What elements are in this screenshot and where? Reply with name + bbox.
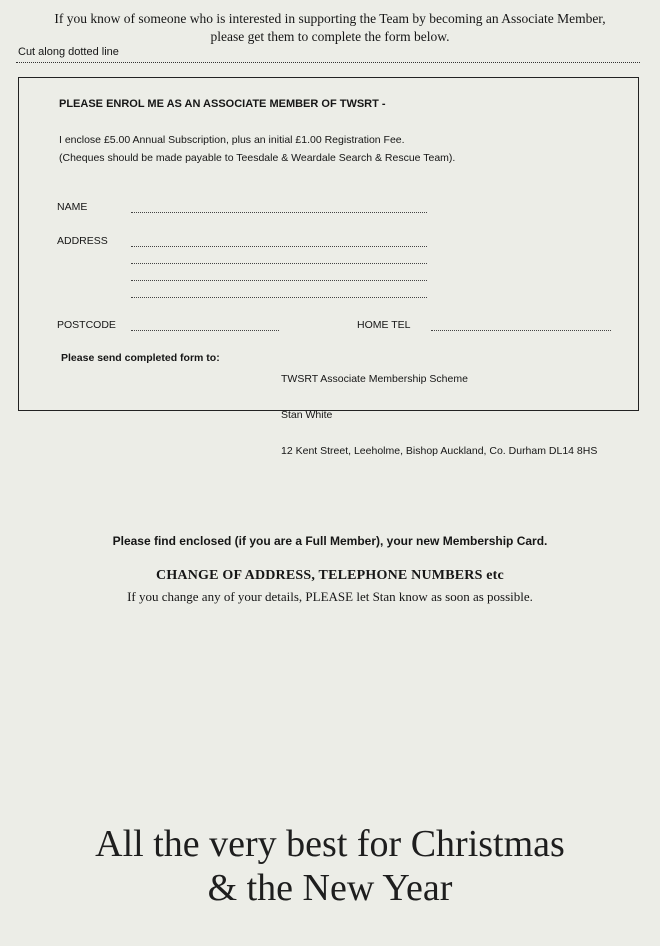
address-label: ADDRESS bbox=[57, 235, 108, 247]
cut-line bbox=[16, 46, 640, 63]
address-field-line-4[interactable] bbox=[131, 297, 427, 298]
intro-line-1: If you know of someone who is interested in supporting the Team by becoming an Associate Member, bbox=[54, 11, 606, 26]
change-of-address-text: If you change any of your details, PLEASE let Stan know as soon as possible. bbox=[127, 589, 533, 604]
subscription-text bbox=[59, 131, 455, 167]
christmas-greeting bbox=[0, 822, 660, 910]
intro-line-2: please get them to complete the form below. bbox=[210, 29, 450, 44]
home-tel-label: HOME TEL bbox=[357, 319, 411, 331]
send-address-line-1: TWSRT Associate Membership Scheme bbox=[281, 373, 468, 385]
send-address-line-2: Stan White bbox=[281, 409, 333, 421]
address-field-line-3[interactable] bbox=[131, 280, 427, 281]
postcode-field[interactable] bbox=[131, 330, 279, 331]
membership-form bbox=[18, 77, 639, 457]
subscription-line-1: I enclose £5.00 Annual Subscription, plus an initial £1.00 Registration Fee. bbox=[59, 134, 405, 146]
form-title: PLEASE ENROL ME AS AN ASSOCIATE MEMBER OF TWSRT - bbox=[59, 98, 386, 110]
cut-label: Cut along dotted line bbox=[18, 46, 119, 58]
address-field-line-2[interactable] bbox=[131, 263, 427, 264]
name-label: NAME bbox=[57, 201, 88, 213]
home-tel-field[interactable] bbox=[431, 330, 611, 331]
greeting-line-1: All the very best for Christmas bbox=[95, 823, 565, 865]
membership-card-notice: Please find enclosed (if you are a Full Member), your new Membership Card. bbox=[112, 534, 548, 548]
intro-text bbox=[0, 10, 660, 46]
name-field[interactable] bbox=[131, 212, 427, 213]
send-to-label: Please send completed form to: bbox=[61, 352, 220, 364]
address-field-line-1[interactable] bbox=[131, 246, 427, 247]
greeting-line-2: & the New Year bbox=[207, 867, 453, 909]
postcode-label: POSTCODE bbox=[57, 319, 116, 331]
subscription-line-2: (Cheques should be made payable to Teesdale & Weardale Search & Rescue Team). bbox=[59, 152, 456, 164]
change-of-address-heading: CHANGE OF ADDRESS, TELEPHONE NUMBERS etc bbox=[156, 568, 504, 583]
send-to-address bbox=[281, 352, 597, 478]
send-address-line-3: 12 Kent Street, Leeholme, Bishop Auckland, Co. Durham DL14 8HS bbox=[281, 445, 598, 457]
